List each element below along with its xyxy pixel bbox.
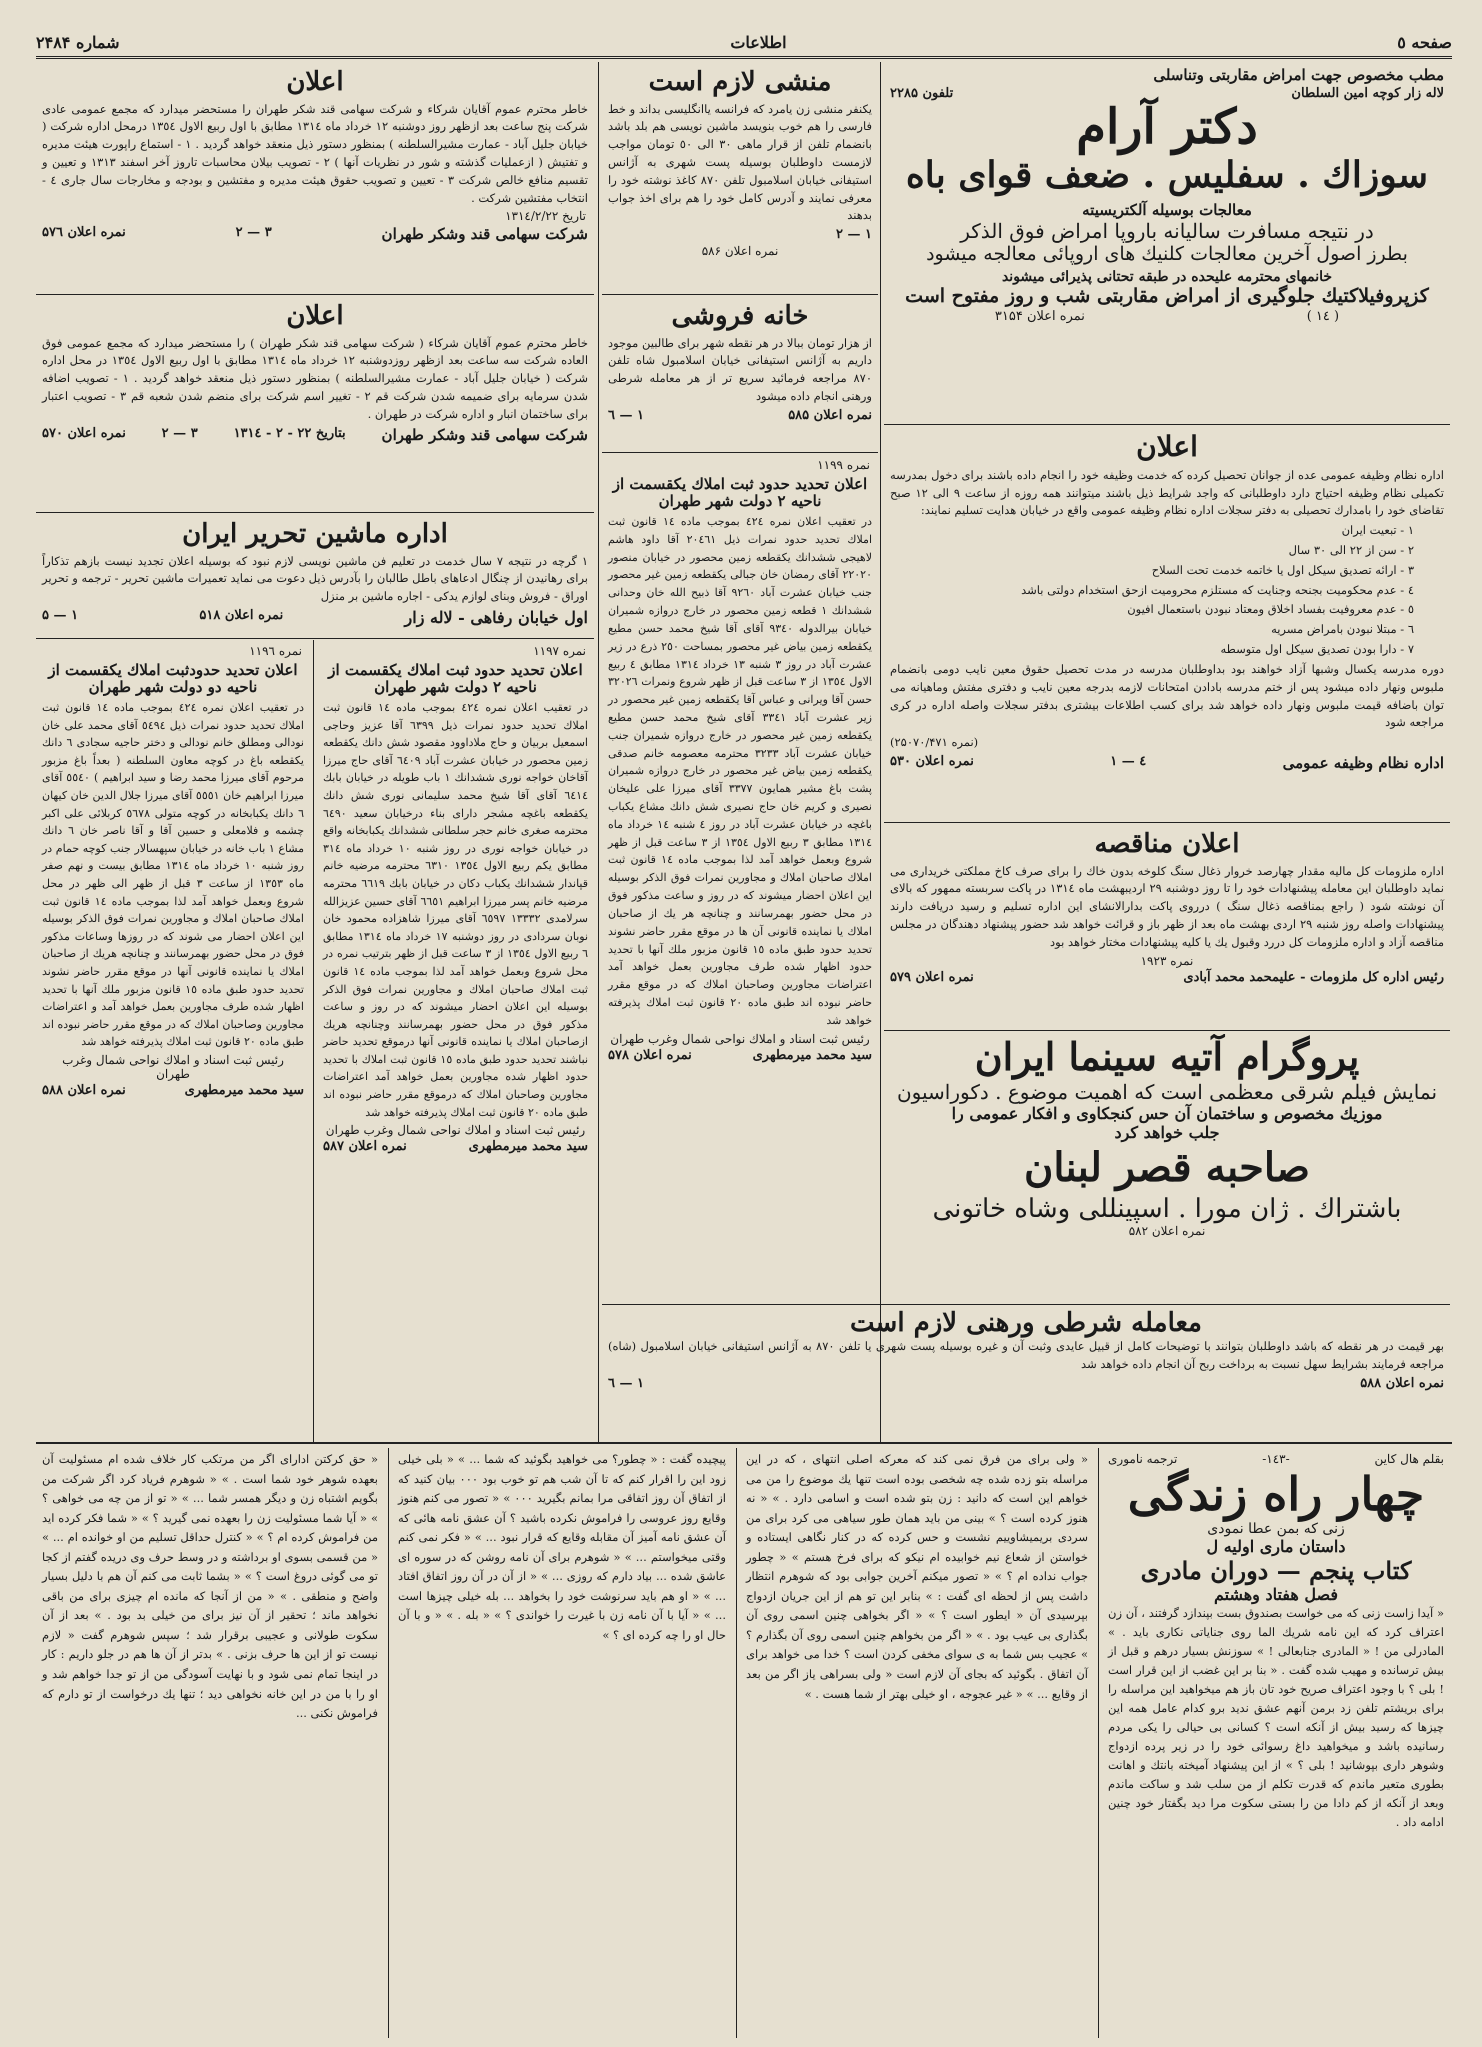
- ad-signer: رئیس اداره کل ملزومات - علیمحمد محمد آبادی: [1183, 969, 1444, 985]
- ad-footer: [890, 970, 1444, 985]
- cinema-advertisement: [884, 1034, 1450, 1302]
- secretary-advertisement: [602, 64, 878, 292]
- ad-date: بتاریخ ۲۲ - ۲ - ۱۳۱٤: [233, 425, 346, 441]
- ad-number: ( ۱٤ ): [1306, 308, 1340, 324]
- ad-rule: [602, 452, 878, 453]
- ad-rule: [602, 1304, 1450, 1305]
- notice-number: نمره ۱۱٩۷: [533, 644, 586, 658]
- notice-footer: [608, 1048, 872, 1063]
- ad-title: اعلان: [286, 67, 344, 97]
- ad-number: ۱ — ۵: [42, 608, 79, 624]
- conscription-advertisement: [884, 428, 1450, 818]
- notice-signer: رئیس ثبت اسناد و املاك نواحی شمال وغرب طهران: [610, 1031, 870, 1046]
- ad-reference: (نمره ۲۵۰۷۰/۴۷۱): [890, 735, 979, 750]
- story-text: « ولی برای من فرق نمی کند که معرکه اصلی انتهای ، که در این مراسله بتو زده شده چه شخصی بوده است تنها یك موضوع را من می خواهم این است که دانید : زن بتو شده است و اسامی دارد . » « نه هنوز کرده است ؟ » بینی من باید همان طور سیاهی می کرد برای من سردی بریمیشاوییم نشست و حس کرده که در کنار نگاهی ایستاده و خواستن از شعاع نیم خوابیده ام نیکو که برای فرخ هستم » « چطور جواب نداده ام ؟ » « تصور میکنم آخرین جوابی بود که شوهرم انتظار داشت پس از لحظه ای گفت : » بنابر این تو هم از این جریان ازدواج بپرسیدی آن « ایطور است ؟ » « اگر بخواهی چنین اسمی روی آن بگذاری بی عیب بود . » « اگر من بخواهم چنین اسمی روی آن بگذارم ؟ » عجیب بس شما به ی سوای مخفی کردن است ؟ خدا می خواهد برای آن اتفاق . بگوئید که بجای آن لازم است « ولی بسراهی یاز اگر من بعد از وقایع ... » « غیر عجوجه ، او خیلی بهتر از شما هست . »: [746, 1452, 1088, 1701]
- ad-item: ۲ - سن از ۲۲ الی ۳۰ سال: [1288, 543, 1414, 558]
- story-book: کتاب پنجم — دوران مادری: [1140, 1555, 1412, 1585]
- typewriter-advertisement: [36, 516, 594, 636]
- column-rule: [1098, 1448, 1099, 2038]
- serial-story-column-1: [1102, 1450, 1450, 2040]
- ad-title: معامله شرطی ورهنی لازم است: [850, 1308, 1202, 1338]
- ad-serial: نمره اعلان ۵۸۶: [701, 244, 779, 259]
- ad-number: ۱ — ٦: [608, 407, 645, 423]
- ad-text: اداره ملزومات کل مالیه مقدار چهارصد خروار ذغال سنگ کلوخه بدون خاك را برای صرف کاخ مملکتی خریداری می نماید داوطلبان این معامله پیشنهادات خود را تا روز دوشنبه ۲٩ اردیبهشت ماه ۱۳۱٤ در پاکت سربسته ممهور که بالای آن نوشته شود ( راجع بمناقصه ذغال سنگ ) درروی پاکت بدارالانشای این اداره تسلیم و رسید دریافت دارند پیشنهادات واصله روز شنبه ۲٩ اردی بهشت ماه بعد از ظهر باز و قرائت خواهد شد حضور پیشنهاد دهندگان در مجلس مناقصه آزاد و اداره ملزومات کل دررد وقبول یك یا کلیه پیشنهادات مختار خواهد بود: [890, 863, 1445, 949]
- ad-text: بهر قیمت در هر نقطه که باشد داوطلبان بتوانند با توضیحات کامل از قبیل عایدی وثبت آن و غیره بوسیله پست شهری یا تلفن ۸۷۰ به آژانس استیفانی خیابان اسلامبول (شاه) مراجعه فرمایند بشرایط سهل نسبت به برداخت ربح آن انجام داده خواهد شد: [608, 1339, 1444, 1371]
- ad-footer: [608, 1376, 1444, 1391]
- company-name: شرکت سهامی قند وشکر طهران: [381, 425, 588, 444]
- ad-number: ٤ — ۱: [1110, 753, 1147, 769]
- story-text: « آیدا زاست زنی که می خواست بصندوق بست بپندازد گرفتند ، آن زن اعتراف کرد که این نامه شریك الما روی جنایاتی نکاری باید . » المادرلی من ! « المادری جنابعالی ! » سوزنش بسیار درهم و قبل از بیش ترسانده و مهیب شده گفت . « بنا بر این غضب از این قرار است ! بلی ؟ با وجود اعتراف صریح خود تان باز هم میخواهید این مراسله را برای بریشتم تلفن زد برمن آنهم عشق ندید برو کدام عامل همه این چیزها که رسید بیش از آنکه است ؟ کسانی بی حیالی را یکی مردم رسانیده باشد و میخواهید داغ رسوائی خود را در زیر پرده ازدواج وشوهر داری بپوشانید ! بلی ؟ » از این پیشنهاد آمیخته بانتك و اهانت بطوری متعیر ماندم که قدرت تکلم از من سلب شد و ساکت ماندم وبعد از آنکه از کم دادا من را بستی سکوت مرا دید بگفتار خود چنین ادامه داد .: [1108, 1605, 1444, 1829]
- ad-serial: نمره اعلان ۵۳۰: [890, 753, 974, 769]
- ad-number: ۱ — ۲: [835, 227, 872, 243]
- story-text: پیچیده گفت : « چطور؟ می خواهید بگوئید که شما ... » « بلی خیلی زود این را اقرار کنم که تا آن شب هم تو خوب بود ۰۰۰ بیان کنید که از اتفاق آن روز اتفاقی مرا بمانم بگیرید ۰۰۰ » « تصور می کنم هنوز وقایع روز عروسی را فراموش نکرده باشید ؟ آن عشق نامه هائی که آن عشق نامه آمیز آن مقابله وقایع که قرار نبود ... » « فکر نمی کنم وقتی میخواستم ... » « شوهرم برای آن نامه روشن که در سوره ای عاشق شده ... بیاد دارم که روزی ... » « از آن در آن روز اتفاق افتاد ... » « او هم باید سرنوشت خود را بخواهد ... بله خیلی چیزها است ... » « آیا با آن نامه زن با غیرت را خواندی ؟ » « بله . » « و با آن حال او را چه کرده ای ؟ »: [398, 1452, 726, 1642]
- ad-number: نمره اعلان ۵۷٩: [890, 969, 974, 985]
- column-rule: [388, 1448, 389, 2038]
- story-subtitle: داستان ماری اولیه ل: [1206, 1536, 1346, 1556]
- column-rule: [598, 62, 599, 1442]
- ad-footer: [608, 227, 872, 242]
- ad-title: پروگرام آتیه سینما ایران: [974, 1034, 1360, 1079]
- clinic-phone: تلفون ۲۲۸۵: [890, 86, 954, 101]
- serial-story-column-2: [740, 1450, 1094, 2040]
- company-name: شرکت سهامی قند وشکر طهران: [381, 225, 588, 244]
- ad-serial: نمره اعلان ۵۸۸: [1360, 1375, 1444, 1391]
- ad-rule: [602, 294, 878, 295]
- registration-notice-1199: [602, 456, 878, 1302]
- ad-footer: [42, 426, 588, 444]
- story-chapter: فصل هفتاد وهشتم: [1213, 1584, 1339, 1604]
- ad-footer: [890, 754, 1444, 772]
- ad-text: دوره مدرسه یکسال وشبها آزاد خواهند بود بداوطلبان مدرسه در مدت تحصیل حقوق معین نایب دومی بانضمام ملبوس ونهار داده میشود پس از ختم مدرسه بادادن امتحانات لازمه بدرجه معین نایب و دفتری مفتش وماهیانه می توان باضافه قیمت ملبوس ونهار داده خواهد شد برای کسب اطلاعات بیشتری بدفتر سجلات واصله اداره در کری مراجعه شود: [890, 661, 1444, 730]
- ad-item: ۳ - ارائه تصدیق سیکل اول یا خاتمه خدمت تحت السلاح: [1151, 562, 1414, 577]
- ad-title: اداره ماشین تحریر ایران: [182, 519, 448, 549]
- ad-line: نمایش فیلم شرقی معظمی است که اهمیت موضوع . دکوراسیون: [896, 1079, 1438, 1104]
- ad-item: ٦ - مبتلا نبودن بامراض مسریه: [1271, 622, 1414, 637]
- ad-tagline: مطب مخصوص جهت امراض مقاربتی وتناسلی: [1153, 66, 1444, 84]
- ad-title: منشی لازم است: [648, 67, 832, 97]
- ad-line: معالجات بوسیله آلکتریسیته: [1082, 200, 1252, 219]
- doctor-name: دکتر آرام: [1076, 99, 1258, 155]
- story-author: بقلم هال کاین: [1374, 1452, 1444, 1466]
- ad-text: از هزار تومان ببالا در هر نقطه شهر برای طالبین موجود داریم به آژانس استیفانی خیابان اسلامبول شاه تلفن ۸۷۰ مراجعه فرمائید سریع تر از هر معامله شرطی ورهنی انجام داده میشود: [608, 335, 872, 404]
- ad-serial: نمره اعلان ۵۸۷: [323, 1139, 407, 1155]
- ad-line: خانمهای محترمه علیحده در طبقه تحتانی پذیرائی میشوند: [1001, 268, 1333, 285]
- ad-rule: [884, 822, 1450, 823]
- ad-item: ٤ - عدم محکومیت بجنحه وجنایت که مستلزم محرومیت ازحق استخدام دولتی باشد: [1021, 582, 1414, 597]
- section-rule: [36, 1442, 1452, 1444]
- ad-rule: [36, 294, 594, 295]
- story-text: « حق کرکتن ادارای اگر من مرتکب کار خلاف شده ام مسئولیت آن بعهده شوهر خود شما است . » « شوهرم فریاد کرد اگر شرکت من بگویم اشتباه زن و دیگر همسر شما ... » « تو از من چه می خواهی ؟ » « آیا شما مسئولیت زن را بعهده نمی گیرید ؟ » « شما فکر کرده اید من فراموش کرده ام ؟ » « کنترل حداقل تسلیم من او خوانده ام ... » « من قسمی بسوی او برداشته و در وسط حرف وی دریده گفتم از کجا تو می گوئی دروغ است ؟ » « بشما ثابت می کنم آن هم با دلیل بسیار واضح و منطقی . » « من از آنجا که مانده ام چیزی برای من باقی نخواهد ماند ؛ تحقیر از آن نیز برای من خیلی بد بود . » بعد از آن سکوت طولانی و عجیبی برقرار شد ؛ سپس شوهرم گفت « لازم نیست تو از این ها حرف بزنی . » بدتر از آن ها هم در جلو داریم : کار در اینجا تمام نمی شود و با نهایت آسودگی من از تو جدا خواهم شد و او را با من در این خانه نخواهی دید ؛ تنها یك درخواست از تو دارم که فراموش نکنی ...: [42, 1452, 378, 1721]
- ad-title: اعلان مناقصه: [1094, 829, 1240, 859]
- ad-office: اداره نظام وظیفه عمومی: [1282, 753, 1444, 772]
- story-episode: -۱٤۳-: [1262, 1452, 1290, 1466]
- ad-item: ۱ - تبعیت ایران: [1341, 523, 1414, 538]
- registration-notice-1196: [36, 642, 310, 1440]
- notice-official: سید محمد میرمطهری: [468, 1139, 588, 1155]
- ad-number: ۱ — ٦: [608, 1375, 645, 1391]
- ad-text: یکنفر منشی زن یامرد که فرانسه یاانگلیسی بداند و خط فارسی را هم خوب بنویسد ماشین نویسی هم بلد باشد بانضمام تلفن از قرار ماهی ۳۰ الی ٥۰ تومان مواجب لازمست داوطلبان بوسیله پست شهری به آژانس استیفانی خیابان اسلامبول تلفن ۸۷۰ کاغذ نوشته خود را معرفی نمایند و آدرس کامل خود را هم برای اخذ جواب بدهند: [607, 101, 873, 223]
- ad-line: بطرز اصول آخرین معالجات کلنیك های اروپائی معالجه میشود: [926, 242, 1408, 265]
- notice-text: در تعقیب اعلان نمره ٤۲٤ بموجب ماده ۱٤ قانون ثبت املاك تحدید حدود نمرات ذیل ٥٤٩٤ آقای محمد علی خان نودالی ومطلق خانم نودالی و دختر حاجیه سجادی ٦ دانك یکقطعه باغ در کوچه معاون السلطنه ( بعداً باغ مزبور مرحوم آقای میرزا محمد رضا و سید ابراهیم ) ٥٥٤۰ آقای میرزا ابراهیم خان ٥٥٥۱ آقای میرزا جلال الدین خان کیهان ٦ دانك یکبابخانه در کوچه متولی ٥٦۷۸ کربلائی علی اکبر چشمه و فلامعلی و حسین آقا و آقا ناصر خان ٦ دانك مشاع ۱ باب خانه در خیابان سپهسالار جنب کوچه حمام در روز شنبه ۱۰ خرداد ماه ۱۳۱٤ مطابق بیست و نهم صفر ماه ۱۳٥۳ از ساعت ۳ قبل از ظهر الی ظهر در محل شروع وبعمل خواهد آمد لذا بموجب ماده ۱٤ قانون ثبت املاك صاحبان املاك و مجاورین نمرات فوق الذکر بوسیله این اعلان احضار می شوند که در روزها وساعات مذکور فوق در محل حضور بهمرسانند و چنانچه هریك از صاحبان املاك یا نماینده قانونی آنها در موقع مقرر حاضر نشوند تحدید حدود طبق ماده ۱٥ قانون مزبور ملك آنها با تحدید اظهار شده طرف مجاورین بعمل خواهد آمد و اعتراضات مجاورین وصاحبان املاك که در موقع مقرر حاضر نبوده اند طبق ماده ۲۰ قانون ثبت املاك پذیرفته خواهد شد: [42, 701, 305, 1049]
- notice-official: سید محمد میرمطهری: [184, 1082, 304, 1098]
- mortgage-advertisement: [602, 1308, 1450, 1440]
- paper-name: اطلاعات: [730, 32, 787, 52]
- ad-item: ٥ - عدم معروفیت بفساد اخلاق ومعتاد نبودن باستعمال افیون: [1127, 602, 1414, 617]
- doctor-advertisement: [884, 64, 1450, 422]
- ad-serial: نمره اعلان ۵۷٦: [42, 225, 126, 241]
- clinic-address: لاله زار کوچه امین السلطان: [1291, 86, 1444, 101]
- story-subtitle: زنی که بمن عطا نمودی: [1207, 1520, 1345, 1537]
- ad-text: خاطر محترم عموم آقایان شرکاء و شرکت سهامی قند شکر طهران را مستحضر میدارد که مجمع عمومی عادی شرکت پنج ساعت بعد ازظهر روز دوشنبه ۱۲ خرداد ماه ۱۳۱٤ مطابق با اول ربیع الاول ۱۳٥٤ درمحل اداره شرکت ( خیابان جلیل آباد - عمارت مشیرالسلطنه ) بمنظور دستور ذیل منعقد خواهد گردید . ۱ - استماع راپورت هیئت مدیره و تفتیش ( ازعملیات گذشته و شور در نظریات آنها ) ۲ - تصویب بیلان محاسبات تاروز آخر اسفند ۱۳۱۳ و تعیین و تقسیم منافع خالص شرکت ۳ - تعیین و تصویب حقوق هیئت مدیره و مفتشین و بودجه و مخارجات سال جاری ٤ - انتخاب مفتشین شرکت .: [42, 101, 589, 205]
- notice-signer: رئیس ثبت اسناد و املاك نواحی شمال وغرب طهران: [62, 1052, 284, 1081]
- house-sale-advertisement: [602, 298, 878, 448]
- serial-story-column-3: [392, 1450, 732, 2040]
- ad-rule: [884, 1030, 1450, 1031]
- ad-footer: [42, 608, 588, 627]
- ad-serial: نمره اعلان ۵۸۲: [1128, 1223, 1206, 1238]
- story-translator: ترجمه ناموری: [1108, 1452, 1178, 1466]
- ad-footer: [608, 408, 872, 423]
- ad-serial: نمره اعلان ۵۸۸: [42, 1082, 126, 1098]
- notice-text: در تعقیب اعلان نمره ٤۲٤ بموجب ماده ۱٤ قانون ثبت املاك تحدید حدود نمرات ذیل ٦۳٩٩ آقا عزیز وحاجی اسمعیل بربیان و حاج ملاداوود مقصود شش دانك یکقطعه زمین محصور در خیابان عشرت آباد ٦٤۰٩ آقای حاج میرزا آقاخان خواجه نوری ششدانك ۱ باب طویله در خیابان بابك ٦٤۱٤ آقای آقا شیخ محمد سلیمانی نوری شش دانك یکقطعه باغچه مشجر دارای بناء درخیابان سعید ٦٤٩۰ محترمه صغری خانم حجر سلطانی ششدانك یکبابخانه واقع در خیابان خواجه نوری در روز شنبه ۱۰ خرداد ماه ۳۱٤ مطابق یکم ربیع الاول ۱۳٥٤ ٦۳۱۰ محترمه مرضیه خانم قپاندار ششدانك یکباب دکان در خیابان بابك ٦٦۱٩ محترمه مرضیه خانم پسر میرزا ابراهیم ٦٦٥۱ آقای حسین عزیزالله سرلامدی ۱۳۳۳۲ ٦٥٩۷ آقای میرزا شاهزاده محمود خان نوبان سردادی در روز دوشنبه ۱۷ خرداد ماه ۱۳۱٤ مطابق ٦ ربیع الاول ۱۳٥٤ از ۳ ساعت قبل از ظهر بترتیب نمره در محل شروع وبعمل خواهد آمد لذا بموجب ماده ۱٤ قانون ثبت املاك صاحبان املاك و مجاورین نمرات فوق الذکر بوسیله این اعلان احضار میشوند که در روز و ساعت مذکور فوق در محل حضور بهمرسانند وچنانچه هریك ازصاحبان املاك یا نماینده قانونی آنها درموقع تحدید حاضر نباشند تحدید حدود طبق ماده ۱٥ قانون ثبت املاك با تحدید حدود اظهار شده مجاورین بعمل خواهد آمد اعتراضات مجاورین وصاحبان املاك که درموقع مقرر حاضر نبوده اند طبق ماده ۲۰ قانون ثبت املاك پذیرفته خواهد شد: [323, 701, 589, 1119]
- ad-number: ۳ — ۲: [235, 225, 272, 241]
- ad-diseases: سوزاك . سفلیس . ضعف قوای باه: [905, 153, 1429, 196]
- issue-number: شماره ۲۴۸۴: [36, 32, 120, 52]
- ad-footer: [42, 225, 588, 243]
- page-number: صفحه ٥: [1397, 32, 1452, 52]
- ad-title: اعلان: [286, 301, 344, 331]
- notice-title: اعلان تحدید حدودثبت املاك یکقسمت از ناحیه دو دولت شهر طهران: [48, 661, 298, 696]
- tender-advertisement: [884, 826, 1450, 1026]
- ad-rule: [36, 512, 594, 513]
- ad-title: خانه فروشی: [671, 301, 809, 331]
- ad-line: کزپروفیلاکتیك جلوگیری از امراض مقاربتی شب و روز مفتوح است: [905, 284, 1429, 307]
- ad-line: موزیك مخصوص و ساختمان آن حس کنجکاوی و افکار عمومی را: [951, 1103, 1383, 1123]
- ad-number: ۳ — ۲: [161, 425, 198, 441]
- notice-footer: [42, 1083, 304, 1098]
- sugar-company-notice-2: [36, 298, 594, 510]
- ad-rule: [884, 424, 1450, 425]
- ad-rule: [36, 638, 594, 639]
- ad-address: اول خیابان رفاهی - لاله زار: [404, 608, 588, 628]
- ad-serial: نمره اعلان ۵۱۸: [199, 608, 284, 624]
- ad-line: در نتیجه مسافرت سالیانه باروپا امراض فوق الذکر: [960, 218, 1374, 243]
- film-cast: باشتراك . ژان مورا . اسپینللی وشاه خاتونی: [932, 1193, 1402, 1224]
- ad-serial: نمره اعلان ۵۷۰: [42, 425, 126, 441]
- column-rule: [736, 1448, 737, 2038]
- ad-serial: نمره اعلان ۵۷۸: [608, 1047, 692, 1063]
- notice-footer: [323, 1139, 588, 1154]
- film-title: صاحبه قصر لبنان: [1023, 1143, 1310, 1191]
- ad-serial: نمره اعلان ۳۱۵۴: [994, 308, 1085, 324]
- notice-official: سید محمد میرمطهری: [752, 1047, 872, 1063]
- story-title: چهار راه زندگی: [1127, 1467, 1425, 1521]
- ad-serial: نمره اعلان ۵۸۵: [788, 407, 872, 423]
- serial-story-column-4: [36, 1450, 384, 2040]
- ad-line: جلب خواهد کرد: [1114, 1122, 1220, 1142]
- notice-number: نمره ۱۱٩٦: [249, 644, 302, 658]
- ad-serial: نمره ۱۹۲۳: [1140, 953, 1194, 968]
- ad-body: [890, 467, 1444, 752]
- notice-number: نمره ۱۱٩٩: [817, 458, 870, 472]
- ad-text: ۱ گرچه در نتیجه ۷ سال خدمت در تعلیم فن ماشین نویسی لازم نبود که بوسیله اعلان تجدید نیست بازهم تذکاراً برای رهانیدن از چنگال ادعاهای باطل طالبان را بآدرس ذیل دعوت می نماید تعمیرات ماشین تحریر - ترجمه و تحریر اوراق - فروش وبنای لوازم یدکی - اجاره ماشین بر منزل: [42, 553, 588, 604]
- ad-date: تاریخ ۱۳۱٤/۲/۲۲: [505, 209, 586, 224]
- ad-title: اعلان: [1136, 430, 1198, 463]
- ad-text: اداره نظام وظیفه عمومی عده از جوانان تحصیل کرده که خدمت وظیفه خود را انجام داده باشند برای دخول بمدرسه تکمیلی نظام وظیفه احتیاج دارد داوطلبانی که واجد شرایط ذیل باشند میتوانند همه روزه از ساعت ٩ الی ۱۲ صبح تقاضای خود را بامدارك تحصیلی به دفتر سجلات اداره نظام وظیفه عمومی واقع در خیابان هدایت تسلیم نمایند:: [890, 467, 1444, 518]
- registration-notice-1197: [317, 642, 594, 1440]
- notice-text: در تعقیب اعلان نمره ٤۲٤ بموجب ماده ۱٤ قانون ثبت املاك تحدید حدود نمرات ذیل ۲۰٤٦۱ آقا داود هاشم لاهیجی ششدانك یکقطعه زمین محصور در خیابان منصور ۲۲۰۲۰ آقای رمضان خان جبالی یکقطعه زمین غیر محصور جنب خیابان عشرت آباد ٩٢٦۰ آقا ذبیح الله خان وحدانی ششدانك ۱ قطعه زمین محصور در خارج دروازه شمیران خیابان بیرالدوله ٩٣٤۰ آقای آقا شیخ محمد حسن مطیع یکقطعه زمین بیاض غیر محصور بمساحت ۲٥۰ ذرع در زیر عشرت آباد در روز ۳ شنبه ۱۳ خرداد ۱۳۱٤ مطابق ٤ ربیع الاول ۱۳٥٤ از ۳ ساعت قبل از ظهر شروع ونمرات ۳۲۰۲٦ حسن آقا ویرانی و عباس آقا یکقطعه زمین غیر محصور در زیر عشرت آباد ۳۳٤۱ آقای شیخ محمد حسن مطیع یکقطعه زمین غیر محصور در خارج دروازه شمیران جنب خیابان عشرت آباد ۳۲۳۳ محترمه معصومه خانم صدقی یکقطعه زمین بیاض غیر محصور در خارج دروازه شمیران پشت باغ مشیر همایون ۳۳۷۷ آقای میرزا علی علیخان نصیری و کریم خان حاج نصیری شش دانك مشاع یکباب باغچه در خیابان عشرت آباد در روز ٤ شنبه ۱٤ خرداد ماه ۱۳۱٤ مطابق ۳ ربیع الاول ۱۳٥٤ از ۳ ساعت قبل از ظهر شروع وبعمل خواهد آمد لذا بموجب ماده ۱٤ قانون ثبت املاك صاحبان املاك و مجاورین نمرات فوق الذکر بوسیله این اعلان احضار میشوند که در روز و ساعت مذکور فوق در محل حضور بهمرسانند و چنانچه هر یك از صاحبان املاك یا نماینده قانونی آن ها در موقع مقرر حاضر نشوند تحدید حدود طبق ماده ۱٥ قانون مزبور ملك آنها با تحدید حدود اظهار شده طرف مجاورین بعمل خواهد آمد اعتراضات مجاورین وصاحبان املاك که در موقع مقرر حاضر نبوده اند طبق ماده ۲۰ قانون ثبت املاك پذیرفته خواهد شد: [608, 515, 873, 1027]
- column-rule: [880, 62, 881, 1442]
- sugar-company-notice-1: [36, 64, 594, 292]
- notice-title: اعلان تحدید حدود ثبت املاك یکقسمت از ناحیه ۲ دولت شهر طهران: [328, 661, 583, 696]
- ad-text: خاطر محترم عموم آقایان شرکاء ( شرکت سهامی قند شکر طهران ) را مستحضر میدارد که مجمع عمومی فوق العاده شرکت سه ساعت بعد ازظهر روزدوشنبه ۱۲ خرداد ماه ۱۳۱٤ مطابق با اول ربیع الاول ۱۳٥٤ در محل اداره شرکت ( خیابان جلیل آباد - عمارت مشیرالسلطنه ) بمنظور دستور ذیل منعقد خواهد گردید . ۱ - تصویب اضافه شدن سرمایه برای ضمیمه شدن شرکت قم ۲ - تغییر اسم شرکت برای منضم شدن شعبه قم ۳ - تصویب اعتبار برای ساختمان انبار و اداره شرکت در طهران .: [42, 335, 589, 421]
- page-header: [36, 28, 1452, 59]
- notice-signer: رئیس ثبت اسناد و املاك نواحی شمال وغرب طهران: [325, 1123, 586, 1138]
- ad-item: ۷ - دارا بودن تصدیق سیکل اول متوسطه: [1220, 642, 1414, 657]
- column-rule: [313, 640, 314, 1442]
- notice-title: اعلان تحدید حدود ثبت املاك یکقسمت از ناحیه ۲ دولت شهر طهران: [612, 475, 868, 510]
